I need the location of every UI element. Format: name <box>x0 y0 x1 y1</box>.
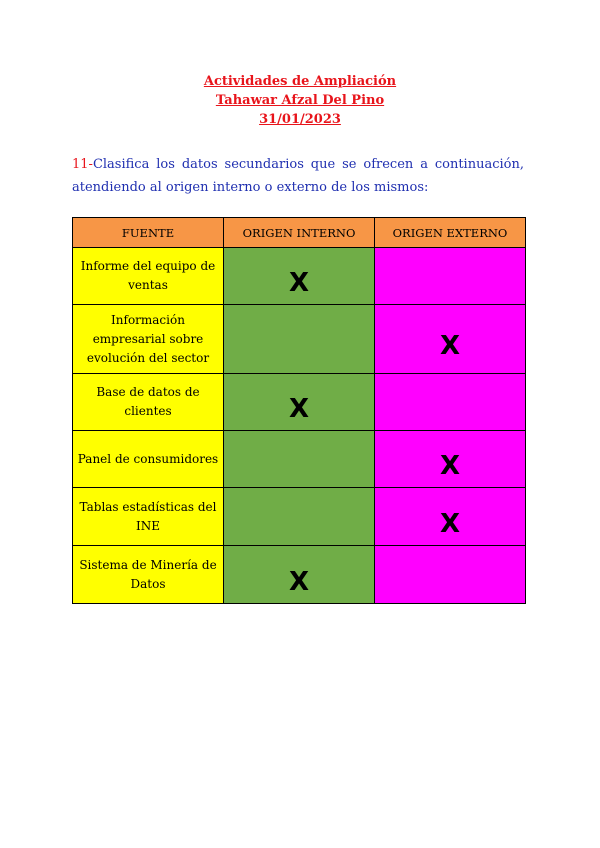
table-row <box>73 546 526 604</box>
header-origen-interno: ORIGEN INTERNO <box>224 218 375 248</box>
fuente-cell: Información empresarial sobre evolución del sector <box>73 305 224 374</box>
author-name: Tahawar Afzal Del Pino <box>215 93 385 108</box>
fuente-cell: Tablas estadísticas del INE <box>73 488 224 546</box>
interno-cell <box>224 431 375 488</box>
interno-cell <box>224 305 375 374</box>
externo-cell <box>375 374 526 431</box>
externo-cell <box>375 305 526 374</box>
check-mark: X <box>288 268 310 298</box>
check-mark: X <box>439 451 461 481</box>
interno-cell <box>224 488 375 546</box>
table-row <box>73 374 526 431</box>
interno-cell <box>224 374 375 431</box>
check-mark: X <box>439 331 461 361</box>
document-header <box>0 72 600 129</box>
question-text: Clasifica los datos secundarios que se ofrecen a continuación, atendiendo al origen interno o externo de los mismos: <box>72 157 524 195</box>
table-row <box>73 431 526 488</box>
document-title: Actividades de Ampliación <box>203 74 397 89</box>
question-number: 11- <box>72 157 93 172</box>
check-mark: X <box>288 566 310 597</box>
fuente-cell: Informe del equipo de ventas <box>73 248 224 305</box>
fuente-cell: Base de datos de clientes <box>73 374 224 431</box>
externo-cell <box>375 431 526 488</box>
table-header-row <box>73 218 526 248</box>
document-date: 31/01/2023 <box>259 112 341 127</box>
check-mark: X <box>439 508 461 539</box>
externo-cell <box>375 546 526 604</box>
externo-cell <box>375 248 526 305</box>
classification-table <box>72 217 526 604</box>
header-fuente: FUENTE <box>73 218 224 248</box>
fuente-cell: Sistema de Minería de Datos <box>73 546 224 604</box>
header-origen-externo: ORIGEN EXTERNO <box>375 218 526 248</box>
fuente-cell: Panel de consumidores <box>73 431 224 488</box>
interno-cell <box>224 546 375 604</box>
externo-cell <box>375 488 526 546</box>
question-statement <box>72 153 524 199</box>
interno-cell <box>224 248 375 305</box>
table-row <box>73 488 526 546</box>
table-row <box>73 305 526 374</box>
check-mark: X <box>288 394 310 424</box>
table-row <box>73 248 526 305</box>
